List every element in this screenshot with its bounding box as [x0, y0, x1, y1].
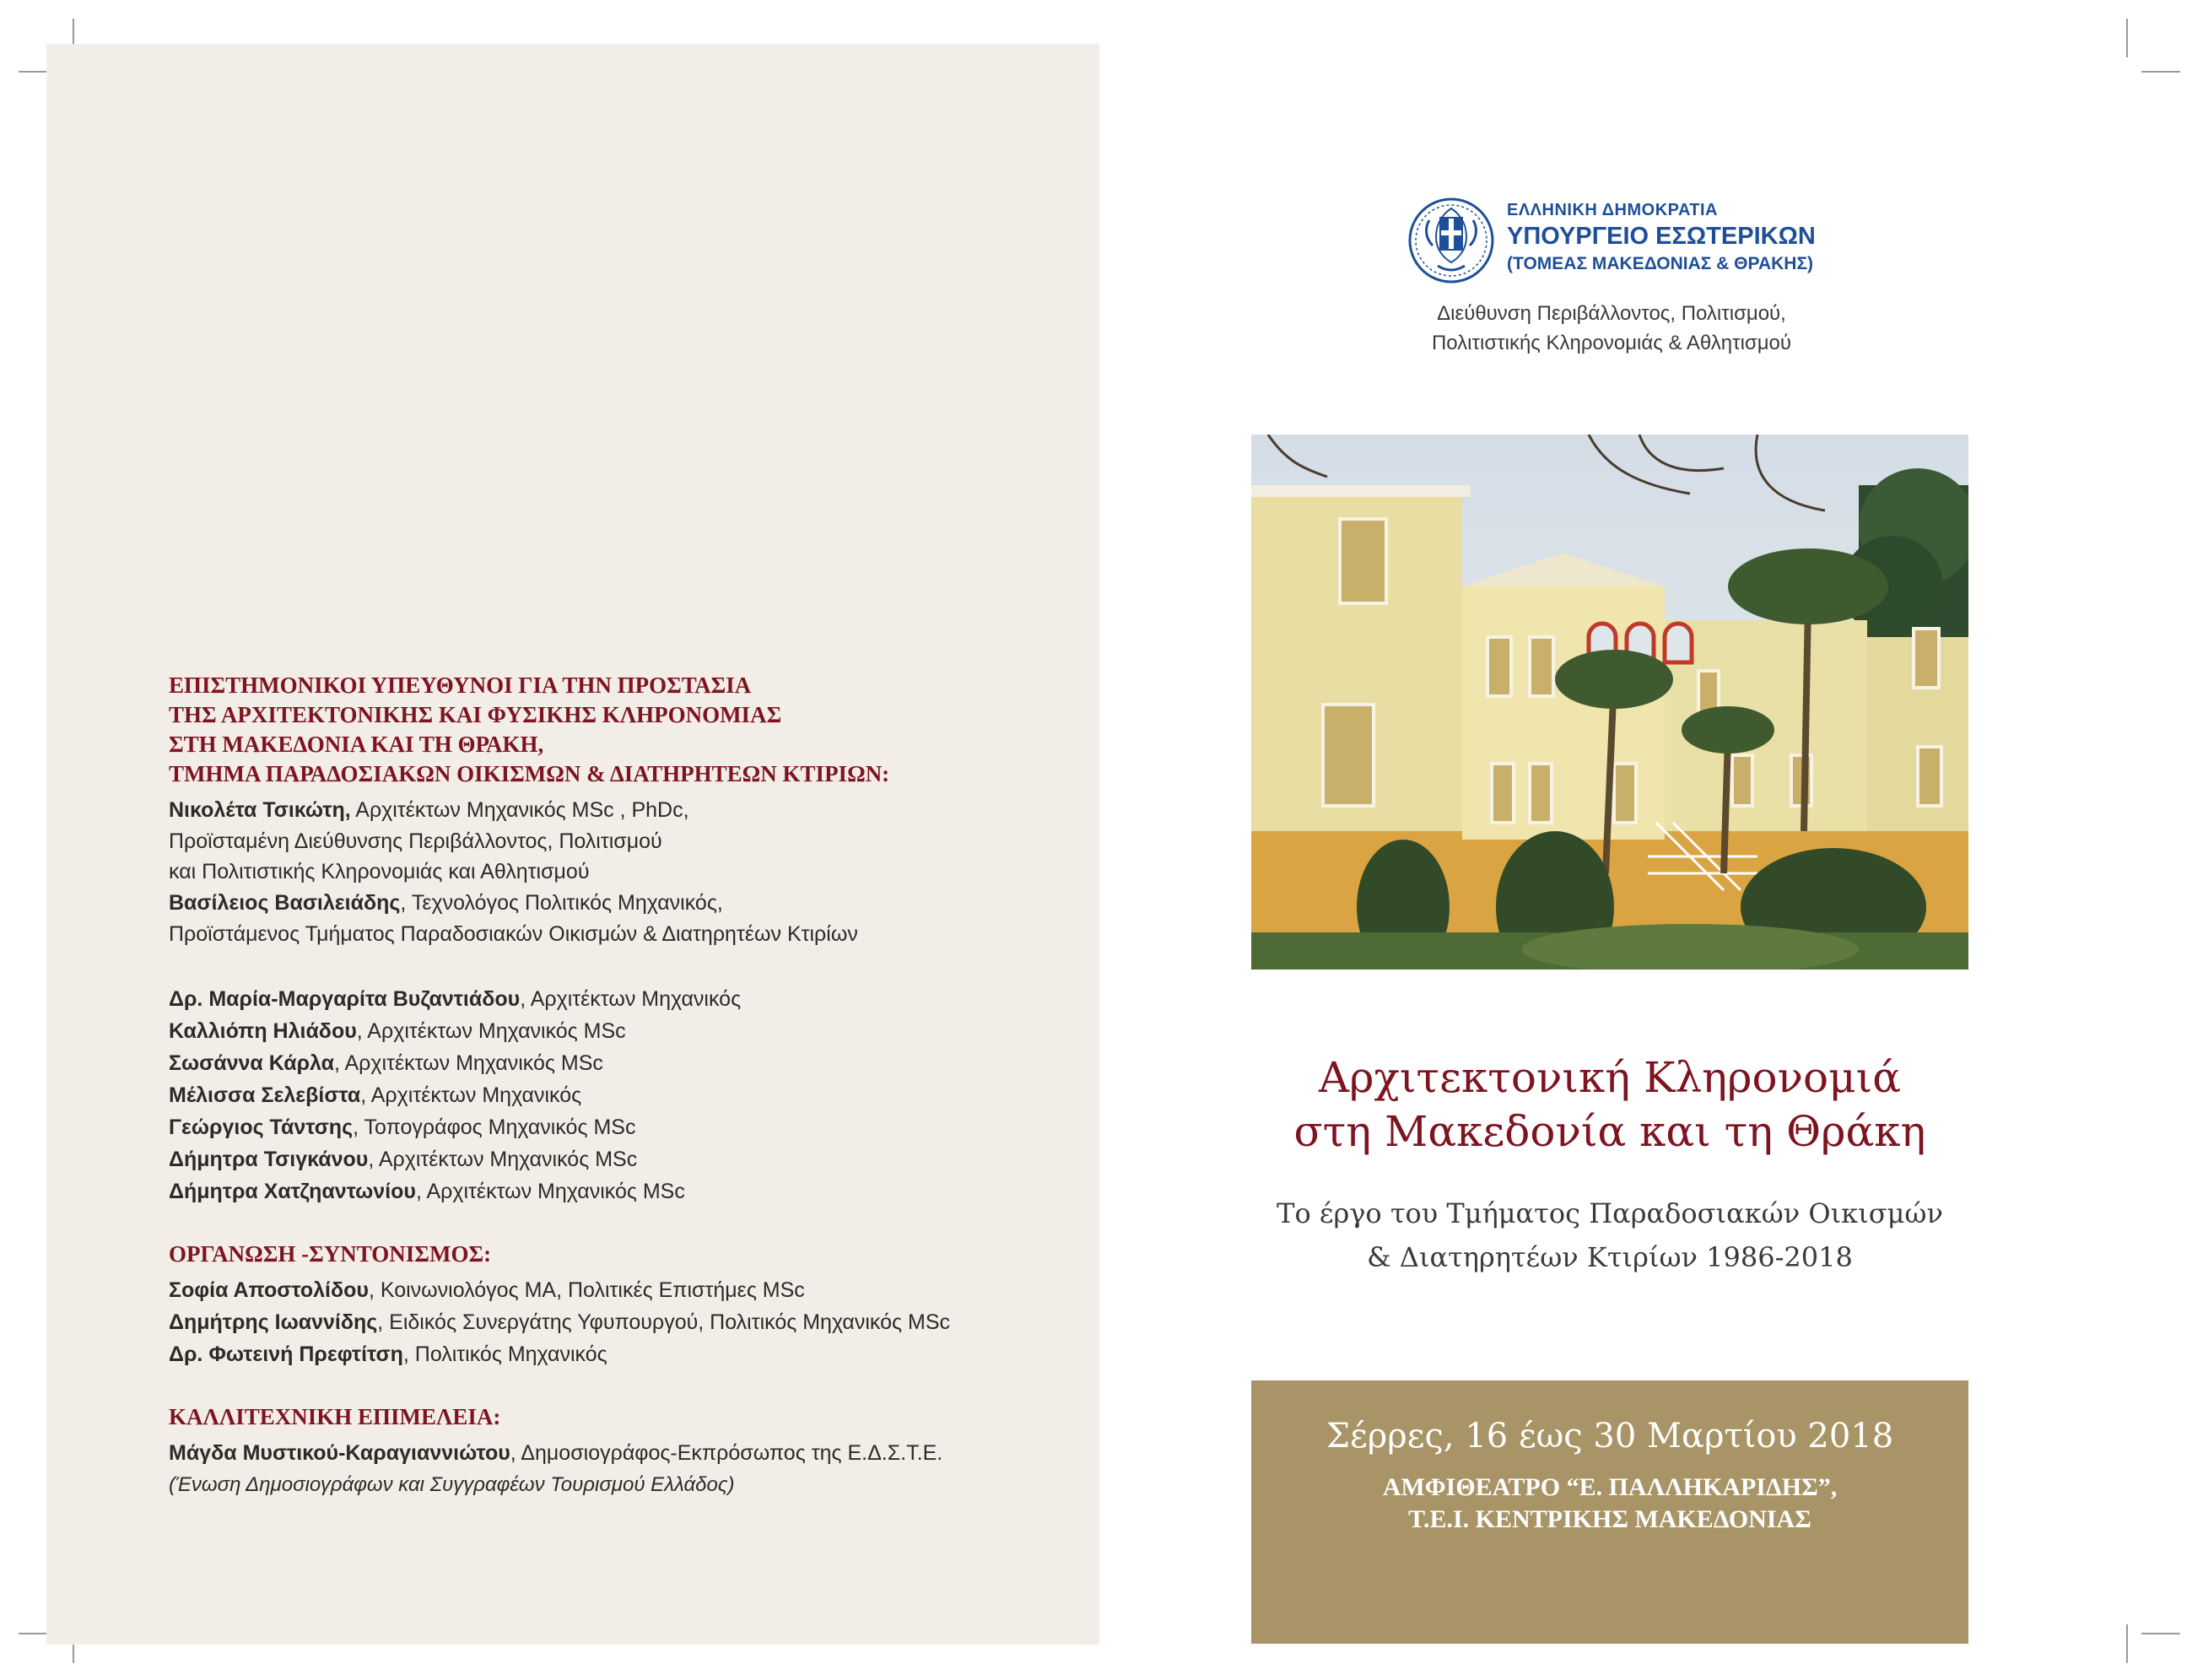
heading-line: ΤΜΗΜΑ ΠΑΡΑΔΟΣΙΑΚΩΝ ΟΙΚΙΣΜΩΝ & ΔΙΑΤΗΡΗΤΕΩΝ ΚΤΙΡΙΩΝ: — [169, 761, 890, 786]
person-role: , Αρχιτέκτων Μηχανικός — [360, 1083, 582, 1107]
section-heading-scientific — [169, 671, 1080, 789]
person-name: Γεώργιος Τάντσης — [169, 1115, 354, 1139]
affiliation-note: (Ένωση Δημοσιογράφων και Συγγραφέων Τουρισμού Ελλάδος) — [169, 1473, 735, 1496]
role-continuation: Προϊσταμένη Διεύθυνσης Περιβάλλοντος, Πολιτισμού — [169, 829, 662, 853]
ministry-line-1: ΕΛΛΗΝΙΚΗ ΔΗΜΟΚΡΑΤΙΑ — [1507, 201, 1718, 219]
person-role: Αρχιτέκτων Μηχανικός MSc , PhDc, — [350, 798, 689, 822]
person-role: , Πολιτικός Μηχανικός — [402, 1342, 607, 1366]
venue-line: Τ.Ε.Ι. ΚΕΝΤΡΙΚΗΣ ΜΑΚΕΔΟΝΙΑΣ — [1408, 1505, 1811, 1533]
person-name: Βασίλειος Βασιλειάδης — [169, 891, 401, 915]
credit-entry — [169, 1306, 1080, 1338]
directorate-line: Διεύθυνση Περιβάλλοντος, Πολιτισμού, — [1437, 302, 1786, 325]
person-role: , Κοινωνιολόγος MA, Πολιτικές Επιστήμες MSc — [368, 1278, 805, 1302]
crop-mark — [2141, 1633, 2180, 1634]
title-line: Αρχιτεκτονική Κληρονομιά — [1319, 1053, 1901, 1102]
credit-entry — [169, 983, 1080, 1015]
person-name: Δήμητρα Τσιγκάνου — [169, 1148, 369, 1171]
person-name: Δήμητρα Χατζηαντωνίου — [169, 1180, 416, 1203]
person-role: , Αρχιτέκτων Μηχανικός MSc — [415, 1180, 685, 1203]
heading-line: ΤΗΣ ΑΡΧΙΤΕΚΤΟΝΙΚΗΣ ΚΑΙ ΦΥΣΙΚΗΣ ΚΛΗΡΟΝΟΜΙΑΣ — [169, 702, 782, 727]
role-continuation: και Πολιτιστικής Κληρονομιάς και Αθλητισμού — [169, 860, 590, 883]
event-date: Σέρρες, 16 έως 30 Μαρτίου 2018 — [1325, 1417, 1894, 1456]
heading-line: ΣΤΗ ΜΑΚΕΔΟΝΙΑ ΚΑΙ ΤΗ ΘΡΑΚΗ, — [169, 732, 544, 757]
section-heading-artistic — [169, 1402, 1080, 1432]
role-continuation: Προϊστάμενος Τμήματος Παραδοσιακών Οικισμών & Διατηρητέων Κτιρίων — [169, 922, 858, 946]
person-name: Δρ. Μαρία-Μαργαρίτα Βυζαντιάδου — [169, 987, 521, 1011]
person-role: , Ειδικός Συνεργάτης Υφυπουργού, Πολιτικός Μηχανικός MSc — [377, 1310, 951, 1334]
event-venue — [1251, 1472, 1968, 1536]
person-name: Μάγδα Μυστικού-Καραγιαννιώτου — [169, 1441, 510, 1465]
directorate-name — [1342, 299, 1882, 358]
person-name: Δρ. Φωτεινή Πρεφτίτση — [169, 1342, 403, 1366]
subtitle-line: & Διατηρητέων Κτιρίων 1986-2018 — [1367, 1241, 1853, 1273]
person-role: , Αρχιτέκτων Μηχανικός MSc — [334, 1051, 603, 1075]
credit-entry — [169, 1047, 1080, 1079]
credit-entry — [169, 794, 1080, 826]
credit-entry — [169, 1143, 1080, 1175]
crop-mark — [2141, 71, 2180, 73]
ministry-line-2: ΥΠΟΥΡΓΕΙΟ ΕΣΩΤΕΡΙΚΩΝ — [1507, 223, 1816, 250]
credit-entry — [169, 1015, 1080, 1047]
ministry-name — [1507, 199, 1816, 277]
person-name: Νικολέτα Τσικώτη, — [169, 798, 351, 822]
heading-line: ΟΡΓΑΝΩΣΗ -ΣΥΝΤΟΝΙΣΜΟΣ: — [169, 1241, 492, 1267]
credit-entry — [169, 1338, 1080, 1370]
exhibition-subtitle — [1249, 1191, 1971, 1279]
heading-line: ΕΠΙΣΤΗΜΟΝΙΚΟΙ ΥΠΕΥΘΥΝΟΙ ΓΙΑ ΤΗΝ ΠΡΟΣΤΑΣΙΑ — [169, 673, 752, 698]
directorate-line: Πολιτιστικής Κληρονομιάς & Αθλητισμού — [1431, 332, 1792, 354]
ministry-line-3: (ΤΟΜΕΑΣ ΜΑΚΕΔΟΝΙΑΣ & ΘΡΑΚΗΣ) — [1507, 254, 1814, 273]
crop-mark — [2126, 1624, 2128, 1663]
person-role: , Τοπογράφος Μηχανικός MSc — [353, 1115, 636, 1139]
credit-entry — [169, 1175, 1080, 1207]
credit-entry — [169, 1274, 1080, 1306]
credit-entry — [169, 887, 1080, 919]
person-name: Σοφία Αποστολίδου — [169, 1278, 369, 1302]
credits-block — [169, 671, 1080, 1501]
title-line: στη Μακεδονία και τη Θράκη — [1293, 1107, 1926, 1156]
person-role: , Αρχιτέκτων Μηχανικός MSc — [368, 1148, 638, 1171]
heading-line: ΚΑΛΛΙΤΕΧΝΙΚΗ ΕΠΙΜΕΛΕΙΑ: — [169, 1404, 501, 1429]
subtitle-line: Το έργο του Τμήματος Παραδοσιακών Οικισμών — [1277, 1197, 1943, 1229]
person-role: , Τεχνολόγος Πολιτικός Μηχανικός, — [400, 891, 723, 915]
event-info-box — [1251, 1380, 1968, 1644]
building-illustration — [1251, 435, 1968, 970]
person-role: , Αρχιτέκτων Μηχανικός MSc — [356, 1019, 626, 1043]
crop-mark — [2126, 19, 2128, 57]
greek-coat-of-arms-icon — [1407, 197, 1495, 284]
credit-entry — [169, 1111, 1080, 1143]
person-role: , Δημοσιογράφος-Εκπρόσωπος της Ε.Δ.Σ.Τ.Ε. — [510, 1441, 943, 1465]
person-role: , Αρχιτέκτων Μηχανικός — [520, 987, 742, 1011]
credit-entry — [169, 1079, 1080, 1111]
person-name: Καλλιόπη Ηλιάδου — [169, 1019, 357, 1043]
credit-entry — [169, 1437, 1080, 1469]
person-name: Μέλισσα Σελεβίστα — [169, 1083, 361, 1107]
section-heading-organization — [169, 1240, 1080, 1269]
exhibition-title — [1249, 1051, 1971, 1159]
person-name: Σωσάννα Κάρλα — [169, 1051, 334, 1075]
building-photo — [1251, 435, 1968, 970]
person-name: Δημήτρης Ιωαννίδης — [169, 1310, 378, 1334]
venue-line: ΑΜΦΙΘΕΑΤΡΟ “Ε. ΠΑΛΛΗΚΑΡΙΔΗΣ”, — [1382, 1473, 1838, 1501]
ministry-logo — [1407, 192, 1880, 285]
